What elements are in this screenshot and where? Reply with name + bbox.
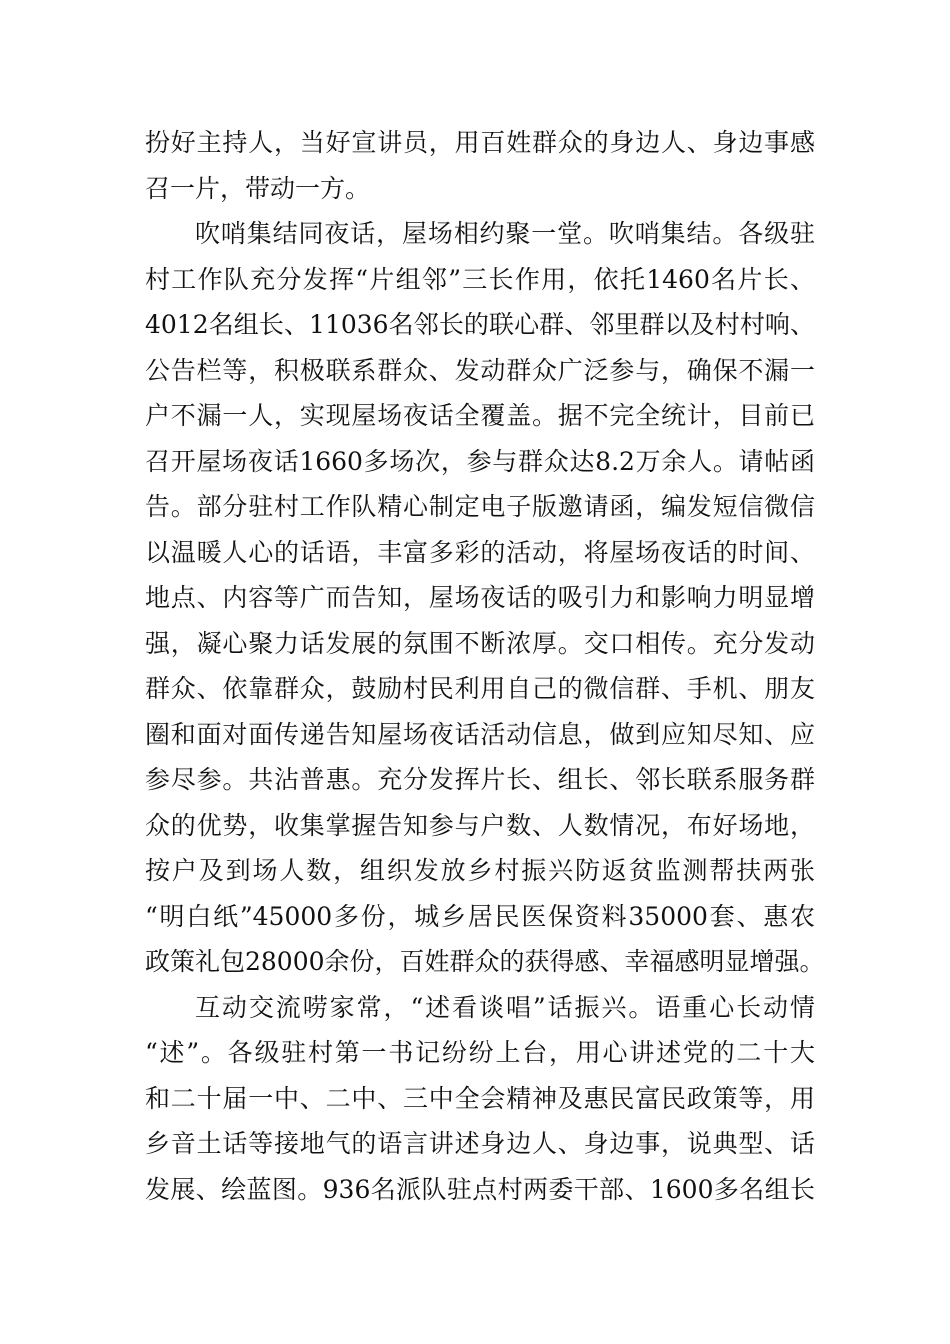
text-line: 政策礼包28000余份，百姓群众的获得感、幸福感明显增强。	[145, 947, 825, 976]
text-line: 户不漏一人，实现屋场夜话全覆盖。据不完全统计，目前已	[145, 401, 815, 430]
text-line: 村工作队充分发挥“片组邻”三长作用，依托1460名片长、	[145, 264, 815, 294]
text-line: 强，凝心聚力话发展的氛围不断浓厚。交口相传。充分发动	[145, 628, 815, 658]
text-line: 按户及到场人数，组织发放乡村振兴防返贫监测帮扶两张	[145, 856, 815, 885]
text-line: 扮好主持人，当好宣讲员，用百姓群众的身边人、身边事感	[145, 128, 815, 157]
text-line: 以温暖人心的话语，丰富多彩的活动，将屋场夜话的时间、	[145, 537, 815, 567]
text-line: 圈和面对面传递告知屋场夜话活动信息，做到应知尽知、应	[145, 719, 815, 749]
paragraph-first-line: 互动交流唠家常，“述看谈唱”话振兴。语重心长动情	[195, 992, 815, 1022]
text-line: 和二十届一中、二中、三中全会精神及惠民富民政策等，用	[145, 1083, 815, 1113]
text-line: 乡音土话等接地气的语言讲述身边人、身边事，说典型、话	[145, 1129, 815, 1158]
text-line: 告。部分驻村工作队精心制定电子版邀请函，编发短信微信	[145, 492, 815, 521]
document-body	[145, 120, 825, 1212]
text-line: 4012名组长、11036名邻长的联心群、邻里群以及村村响、	[145, 310, 815, 339]
text-line: 召一片，带动一方。	[145, 173, 371, 203]
text-line: 参尽参。共沾普惠。充分发挥片长、组长、邻长联系服务群	[145, 765, 815, 794]
text-line: “明白纸”45000多份，城乡居民医保资料35000套、惠农	[145, 901, 815, 931]
text-line: 众的优势，收集掌握告知参与户数、人数情况，布好场地，	[145, 810, 815, 840]
text-line: “述”。各级驻村第一书记纷纷上台，用心讲述党的二十大	[145, 1038, 815, 1067]
text-line: 地点、内容等广而告知，屋场夜话的吸引力和影响力明显增	[145, 583, 815, 612]
text-line: 群众、依靠群众，鼓励村民利用自己的微信群、手机、朋友	[145, 674, 815, 703]
text-line: 发展、绘蓝图。936名派队驻点村两委干部、1600多名组长	[145, 1174, 815, 1204]
text-line: 召开屋场夜话1660多场次，参与群众达8.2万余人。请帖函	[145, 446, 815, 476]
text-line: 公告栏等，积极联系群众、发动群众广泛参与，确保不漏一	[145, 355, 815, 385]
paragraph-first-line: 吹哨集结同夜话，屋场相约聚一堂。吹哨集结。各级驻	[195, 219, 815, 248]
